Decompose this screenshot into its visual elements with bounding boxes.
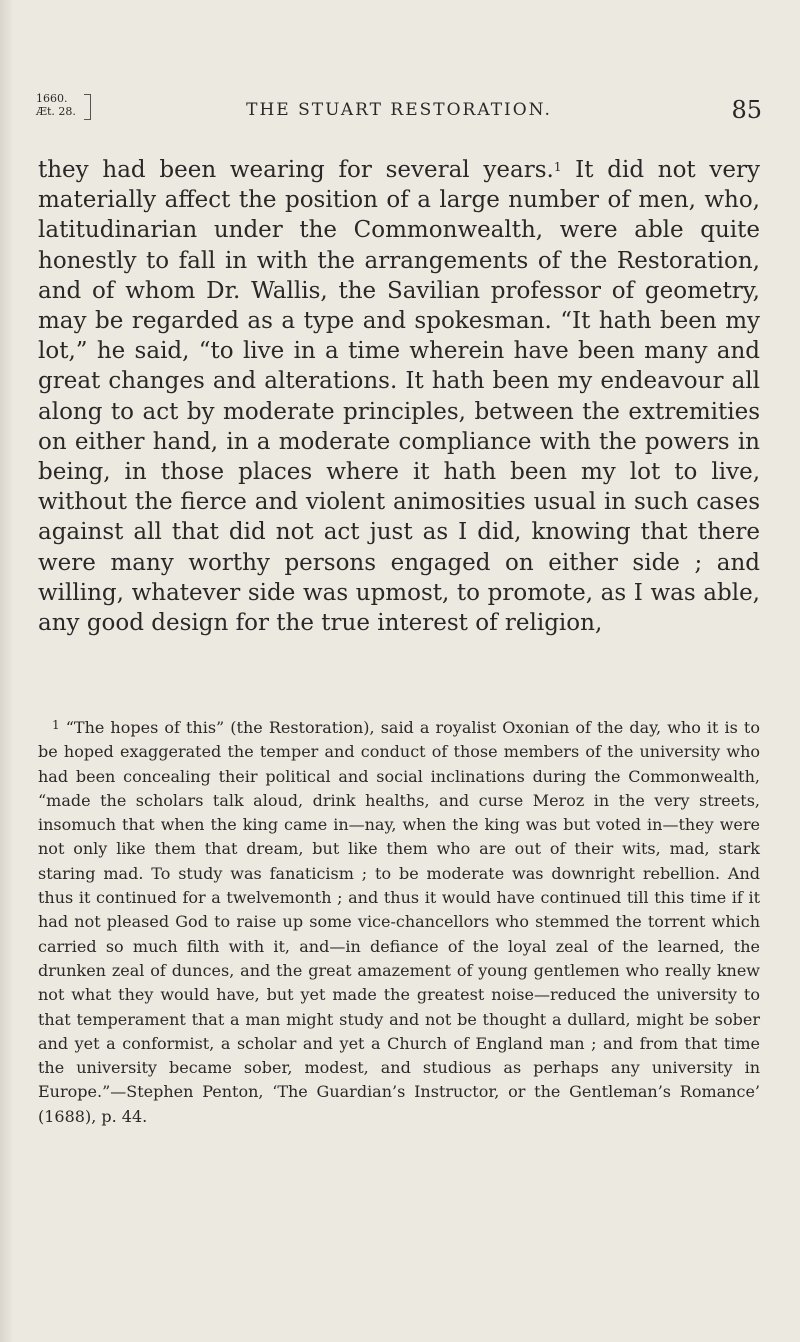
body-text	[38, 155, 760, 638]
page-header	[36, 92, 762, 134]
margin-year: 1660.	[36, 92, 68, 105]
footnote-text: “The hopes of this” (the Restoration), said a royalist Oxonian of the day, who it is to be hoped exaggerated the temper and conduct of those members of the university who had been concealing their political and social inclinations during the Commonwealth, “made the scholars talk aloud, drink healths, and curse Meroz in the very streets, insomuch that when the king came in—nay, when the king was but voted in—they were not only like them that dream, but like them who are out of their wits, mad, stark staring mad. To study was fanaticism ; to be moderate was downright rebellion. And thus it continued for a twelvemonth ; and thus it would have continued till this time if it had not pleased God to raise up some vice-chancellors who stemmed the torrent which carried so much filth with it, and—in defiance of the loyal zeal of the learned, the drunken zeal of dunces, and the great amazement of young gentlemen who really knew not what they would have, but yet made the greatest noise—reduced the university to that temperament that a man might study and not be thought a dullard, might be sober and yet a conformist, a scholar and yet a Church of England man ; and from that time the university became sober, modest, and studious as perhaps any university in Europe.”—Stephen Penton, ‘The Guardian’s Instructor, or the Gentleman’s Romance’ (1688), p. 44.	[38, 718, 760, 1126]
page-number: 85	[731, 96, 762, 124]
footnote-reference: 1	[553, 160, 562, 174]
body-paragraph	[38, 155, 760, 638]
footnote	[38, 716, 760, 1129]
running-title: THE STUART RESTORATION.	[246, 100, 552, 120]
footnote-marker: 1	[52, 718, 60, 732]
page-edge-shadow	[0, 0, 14, 1342]
body-paragraph-start: they had been wearing for several years.	[38, 157, 554, 183]
body-paragraph-continued: It did not very materially affect the position of a large number of men, who, latitudinarian under the Commonwealth, were able quite honestly to fall in with the arrangements of the Restoration, and of whom Dr. Wallis, the Savilian professor of geometry, may be regarded as a type and spokesman. “It hath been my lot,” he said, “to live in a time wherein have been many and great changes and alterations. It hath been my endeavour all along to act by moderate principles, between the extremities on either hand, in a moderate compliance with the powers in being, in those places where it hath been my lot to live, without the fierce and violent animosities usual in such cases against all that did not act just as I did, knowing that there were many worthy persons engaged on either side ; and willing, whatever side was upmost, to promote, as I was able, any good design for the true interest of religion,	[38, 157, 760, 637]
footnote-paragraph	[38, 716, 760, 1129]
margin-age: Æt. 28.	[36, 105, 76, 118]
